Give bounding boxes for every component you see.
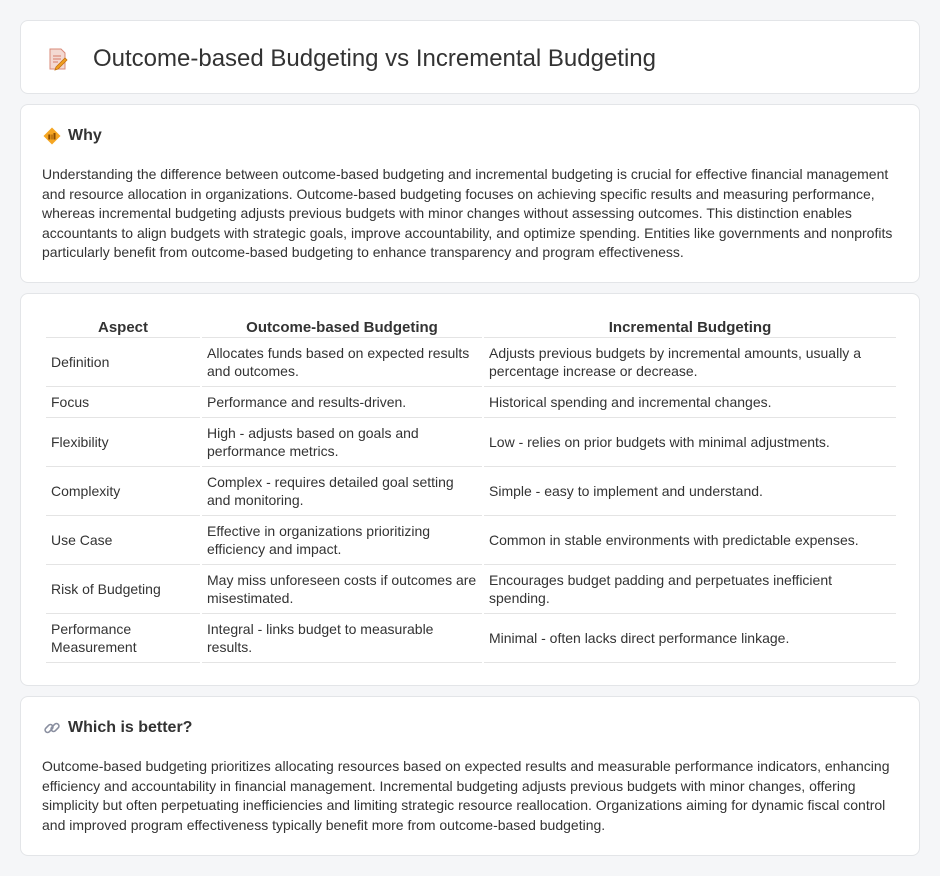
table-row [46, 338, 896, 387]
outcome-cell: May miss unforeseen costs if outcomes are misestimated. [202, 565, 482, 614]
title-card [20, 20, 920, 94]
incremental-cell: Low - relies on prior budgets with minimal adjustments. [484, 418, 896, 467]
outcome-cell: Integral - links budget to measurable results. [202, 614, 482, 663]
table-header-row [46, 316, 896, 338]
comparison-table [44, 316, 898, 663]
aspect-cell: Risk of Budgeting [46, 565, 200, 614]
table-row [46, 516, 896, 565]
aspect-cell: Use Case [46, 516, 200, 565]
document-edit-icon [47, 47, 69, 71]
incremental-cell: Simple - easy to implement and understand. [484, 467, 896, 516]
which-is-better-paragraph: Outcome-based budgeting prioritizes allocating resources based on expected results and measurable performance indicators, enhancing efficiency and accountability in financial management. Incremental budgeting adjusts previous budgets with minor changes, offering simplicity but often perpetuating inefficiencies and limiting strategic resource reallocation. Organizations aiming for dynamic fiscal control and improved program effectiveness typically benefit more from outcome-based budgeting. [42, 758, 890, 833]
why-paragraph: Understanding the difference between outcome-based budgeting and incremental budgeting is crucial for effective financial management and resource allocation in organizations. Outcome-based budgeting focuses on achieving specific results and measuring performance, whereas incremental budgeting adjusts previous budgets with minor changes without assessing outcomes. This distinction enables accountants to align budgets with strategic goals, improve accountability, and optimize spending. Entities like governments and nonprofits particularly benefit from outcome-based budgeting to enhance transparency and program effectiveness. [42, 166, 893, 261]
incremental-cell: Encourages budget padding and perpetuates inefficient spending. [484, 565, 896, 614]
incremental-cell: Minimal - often lacks direct performance linkage. [484, 614, 896, 663]
table-row [46, 387, 896, 418]
outcome-cell: High - adjusts based on goals and performance metrics. [202, 418, 482, 467]
outcome-cell: Complex - requires detailed goal setting and monitoring. [202, 467, 482, 516]
column-header-aspect: Aspect [46, 316, 200, 338]
page-title: Outcome-based Budgeting vs Incremental Budgeting [93, 45, 657, 72]
aspect-cell: Complexity [46, 467, 200, 516]
table-row [46, 418, 896, 467]
column-header-outcome-based: Outcome-based Budgeting [202, 316, 482, 338]
aspect-cell: Focus [46, 387, 200, 418]
aspect-cell: Flexibility [46, 418, 200, 467]
incremental-cell: Adjusts previous budgets by incremental amounts, usually a percentage increase or decrease. [484, 338, 896, 387]
aspect-cell: Definition [46, 338, 200, 387]
outcome-cell: Performance and results-driven. [202, 387, 482, 418]
aspect-cell: Performance Measurement [46, 614, 200, 663]
table-row [46, 467, 896, 516]
column-header-incremental: Incremental Budgeting [484, 316, 896, 338]
link-icon [43, 719, 61, 737]
which-is-better-section [20, 696, 920, 856]
comparison-section [20, 293, 920, 686]
why-section [20, 104, 920, 283]
which-is-better-title: Which is better? [68, 719, 193, 736]
incremental-cell: Common in stable environments with predictable expenses. [484, 516, 896, 565]
table-row [46, 565, 896, 614]
incremental-cell: Historical spending and incremental changes. [484, 387, 896, 418]
why-title: Why [68, 127, 102, 144]
outcome-cell: Allocates funds based on expected results and outcomes. [202, 338, 482, 387]
diamond-warning-icon [43, 127, 61, 145]
outcome-cell: Effective in organizations prioritizing efficiency and impact. [202, 516, 482, 565]
table-row [46, 614, 896, 663]
